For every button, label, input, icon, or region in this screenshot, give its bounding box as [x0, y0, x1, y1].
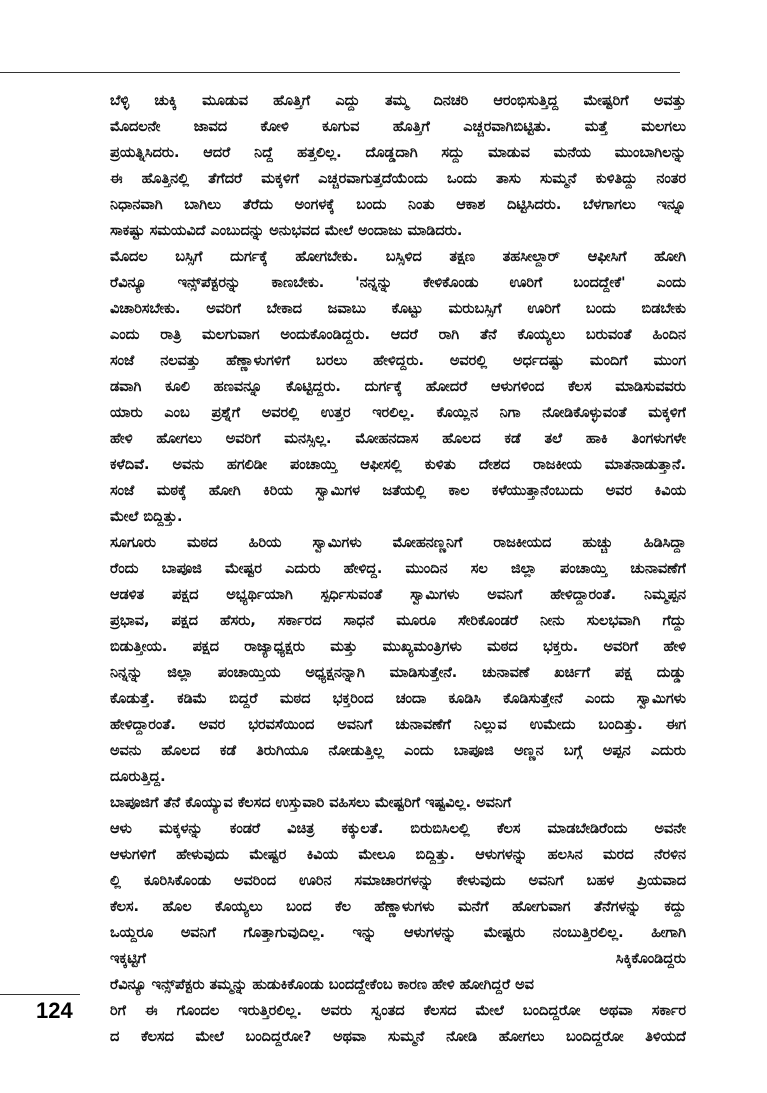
text-line: ಕೊಡುತ್ತೆ. ಕಡಿಮೆ ಬಿದ್ದರೆ ಮಠದ ಭಕ್ತರಿಂದ ಚಂದಾ ಕೂಡಿಸಿ ಕೊಡಿಸುತ್ತೇನೆ ಎಂದು ಸ್ವಾಮಿಗಳು: [110, 691, 686, 707]
text-line: ಬಾಪೂಜಿಗೆ ತೆನೆ ಕೊಯ್ಯುವ ಕೆಲಸದ ಉಸ್ತುವಾರಿ ವಹಿಸಲು ಮೇಷ್ಟರಿಗೆ ಇಷ್ಟವಿಲ್ಲ. ಅವನಿಗೆ: [110, 795, 512, 811]
text-line: ಸಂಜೆ ಮಠಕ್ಕೆ ಹೋಗಿ ಕಿರಿಯ ಸ್ವಾಮಿಗಳ ಜತೆಯಲ್ಲಿ ಕಾಲ ಕಳೆಯುತ್ತಾನೆಂಬುದು ಅವರ ಕಿವಿಯ: [110, 483, 686, 499]
text-line: ಸಾಕಷ್ಟು ಸಮಯವಿದೆ ಎಂಬುದನ್ನು ಅನುಭವದ ಮೇಲೆ ಅಂದಾಜು ಮಾಡಿದರು.: [110, 223, 463, 239]
text-line: ಡವಾಗಿ ಕೂಲಿ ಹಣವನ್ನೂ ಕೊಟ್ಟಿದ್ದರು. ದುರ್ಗಕ್ಕೆ ಹೋದರೆ ಆಳುಗಳಿಂದ ಕೆಲಸ ಮಾಡಿಸುವವರು: [110, 379, 686, 395]
text-line: ವಿಚಾರಿಸಬೇಕು. ಅವರಿಗೆ ಬೇಕಾದ ಜವಾಬು ಕೊಟ್ಟು ಮರುಬಸ್ಸಿಗೆ ಊರಿಗೆ ಬಂದು ಬಿಡಬೇಕು: [110, 301, 686, 317]
text-line: ನಿಧಾನವಾಗಿ ಬಾಗಿಲು ತೆರೆದು ಅಂಗಳಕ್ಕೆ ಬಂದು ನಿಂತು ಆಕಾಶ ದಿಟ್ಟಿಸಿದರು. ಬೆಳಗಾಗಲು ಇನ್ನೂ: [110, 197, 686, 213]
text-line: ಮೊದಲ ಬಸ್ಸಿಗೆ ದುರ್ಗಕ್ಕೆ ಹೋಗಬೇಕು. ಬಸ್ಸಿಳಿದ ತಕ್ಷಣ ತಹಸೀಲ್ದಾರ್ ಆಫೀಸಿಗೆ ಹೋಗಿ: [110, 249, 686, 265]
text-line: ದೂರುತ್ತಿದ್ದ.: [110, 769, 166, 785]
text-line: ಆಳು ಮಕ್ಕಳನ್ನು ಕಂಡರೆ ವಿಚಿತ್ರ ಕಕ್ಕುಲತೆ. ಬಿರುಬಿಸಿಲಲ್ಲಿ ಕೆಲಸ ಮಾಡಬೇಡಿರೆಂದು ಅವನೇ: [110, 821, 686, 837]
text-line: ಬಿಡುತ್ತೀಯ. ಪಕ್ಷದ ರಾಜ್ಯಾಧ್ಯಕ್ಷರು ಮತ್ತು ಮುಖ್ಯಮಂತ್ರಿಗಳು ಮಠದ ಭಕ್ತರು. ಅವರಿಗೆ ಹೇಳಿ: [110, 639, 686, 655]
text-line: ರಿಗೆ ಈ ಗೊಂದಲ ಇರುತ್ತಿರಲಿಲ್ಲ. ಅವರು ಸ್ವಂತದ ಕೆಲಸದ ಮೇಲೆ ಬಂದಿದ್ದರೋ ಅಥವಾ ಸರ್ಕಾರ: [110, 1003, 686, 1019]
text-line: ಅವನು ಹೊಲದ ಕಡೆ ತಿರುಗಿಯೂ ನೋಡುತ್ತಿಲ್ಲ ಎಂದು ಬಾಪೂಜಿ ಅಣ್ಣನ ಬಗ್ಗೆ ಅಪ್ಪನ ಎದುರು: [110, 743, 686, 759]
text-line: ರೆವಿನ್ಯೂ ಇನ್ಸ್‌ಪೆಕ್ಟರು ತಮ್ಮನ್ನು ಹುಡುಕಿಕೊಂಡು ಬಂದದ್ದೇಕೆಂಬ ಕಾರಣ ಹೇಳಿ ಹೋಗಿದ್ದರೆ ಅವ: [110, 977, 534, 993]
text-line: ಮೊದಲನೇ ಜಾವದ ಕೋಳಿ ಕೂಗುವ ಹೊತ್ತಿಗೆ ಎಚ್ಚರವಾಗಿಬಿಟ್ಟಿತು. ಮತ್ತೆ ಮಲಗಲು: [110, 119, 686, 135]
text-line: ಬೆಳ್ಳಿ ಚುಕ್ಕಿ ಮೂಡುವ ಹೊತ್ತಿಗೆ ಎದ್ದು ತಮ್ಮ ದಿನಚರಿ ಆರಂಭಿಸುತ್ತಿದ್ದ ಮೇಷ್ಟರಿಗೆ ಅವತ್ತು: [110, 93, 686, 109]
text-line: ಲ್ಲಿ ಕೂರಿಸಿಕೊಂಡು ಅವರಿಂದ ಊರಿನ ಸಮಾಚಾರಗಳನ್ನು ಕೇಳುವುದು ಅವನಿಗೆ ಬಹಳ ಪ್ರಿಯವಾದ: [110, 873, 686, 889]
text-line: ಸೂಗೂರು ಮಠದ ಹಿರಿಯ ಸ್ವಾಮಿಗಳು ಮೋಹನಣ್ಣನಿಗೆ ರಾಜಕೀಯದ ಹುಚ್ಚು ಹಿಡಿಸಿದ್ದಾ: [110, 535, 686, 551]
text-line: ಇಕ್ಕಟ್ಟಿಗೆ ಸಿಕ್ಕಿಕೊಂಡಿದ್ದರು: [110, 951, 686, 967]
page-number: 124: [36, 998, 73, 1023]
text-line: ಎಂದು ರಾತ್ರಿ ಮಲಗುವಾಗ ಅಂದುಕೊಂಡಿದ್ದರು. ಆದರೆ ರಾಗಿ ತೆನೆ ಕೊಯ್ಯಲು ಬರುವಂತೆ ಹಿಂದಿನ: [110, 327, 686, 343]
header-rule: [0, 72, 680, 73]
footer-rule: [0, 994, 80, 995]
text-line: ಈ ಹೊತ್ತಿನಲ್ಲಿ ತೆಗೆದರೆ ಮಕ್ಕಳಿಗೆ ಎಚ್ಚರವಾಗುತ್ತದೆಯೆಂದು ಒಂದು ತಾಸು ಸುಮ್ಮನೆ ಕುಳಿತಿದ್ದು ನಂತರ: [110, 171, 686, 187]
text-line: ರೆವಿನ್ಯೂ ಇನ್ಸ್‌ಪೆಕ್ಟರನ್ನು ಕಾಣಬೇಕು. 'ನನ್ನನ್ನು ಕೇಳಿಕೊಂಡು ಊರಿಗೆ ಬಂದದ್ದೇಕೆ' ಎಂದು: [110, 275, 686, 291]
text-line: ಪ್ರಯತ್ನಿಸಿದರು. ಆದರೆ ನಿದ್ದೆ ಹತ್ತಲಿಲ್ಲ. ದೊಡ್ಡದಾಗಿ ಸದ್ದು ಮಾಡುವ ಮನೆಯ ಮುಂಬಾಗಿಲನ್ನು: [110, 145, 686, 161]
text-line: ಯಾರು ಎಂಬ ಪ್ರಶ್ನೆಗೆ ಅವರಲ್ಲಿ ಉತ್ತರ ಇರಲಿಲ್ಲ. ಕೊಯ್ಲಿನ ನಿಗಾ ನೋಡಿಕೊಳ್ಳುವಂತೆ ಮಕ್ಕಳಿಗೆ: [110, 405, 686, 421]
text-line: ನಿನ್ನನ್ನು ಜಿಲ್ಲಾ ಪಂಚಾಯ್ತಿಯ ಅಧ್ಯಕ್ಷನನ್ನಾಗಿ ಮಾಡಿಸುತ್ತೇನೆ. ಚುನಾವಣೆ ಖರ್ಚಿಗೆ ಪಕ್ಷ ದುಡ್ಡು: [110, 665, 686, 681]
text-line: ಹೇಳಿ ಹೋಗಲು ಅವರಿಗೆ ಮನಸ್ಸಿಲ್ಲ. ಮೋಹನದಾಸ ಹೊಲದ ಕಡೆ ತಲೆ ಹಾಕಿ ತಿಂಗಳುಗಳೇ: [110, 431, 686, 447]
text-line: ಕಳೆದಿವೆ. ಅವನು ಹಗಲಿಡೀ ಪಂಚಾಯ್ತಿ ಆಫೀಸಲ್ಲಿ ಕುಳಿತು ದೇಶದ ರಾಜಕೀಯ ಮಾತನಾಡುತ್ತಾನೆ.: [110, 457, 686, 473]
text-line: ಪ್ರಭಾವ, ಪಕ್ಷದ ಹೆಸರು, ಸರ್ಕಾರದ ಸಾಧನೆ ಮೂರೂ ಸೇರಿಕೊಂಡರೆ ನೀನು ಸುಲಭವಾಗಿ ಗೆದ್ದು: [110, 613, 686, 629]
text-line: ಹೇಳಿದ್ದಾರಂತೆ. ಅವರ ಭರವಸೆಯಿಂದ ಅವನಿಗೆ ಚುನಾವಣೆಗೆ ನಿಲ್ಲುವ ಉಮೇದು ಬಂದಿತ್ತು. ಈಗ: [110, 717, 686, 733]
page-body-text: [110, 88, 686, 1050]
text-line: ಆಡಳಿತ ಪಕ್ಷದ ಅಭ್ಯರ್ಥಿಯಾಗಿ ಸ್ಪರ್ಧಿಸುವಂತೆ ಸ್ವಾಮಿಗಳು ಅವನಿಗೆ ಹೇಳಿದ್ದಾರಂತೆ. ನಿಮ್ಮಪ್ಪನ: [110, 587, 686, 603]
text-line: ಸಂಜೆ ನಲವತ್ತು ಹೆಣ್ಣಾಳುಗಳಿಗೆ ಬರಲು ಹೇಳಿದ್ದರು. ಅವರಲ್ಲಿ ಅರ್ಧದಷ್ಟು ಮಂದಿಗೆ ಮುಂಗ: [110, 353, 686, 369]
text-line: ಕೆಲಸ. ಹೊಲ ಕೊಯ್ಯಲು ಬಂದ ಕೆಲ ಹೆಣ್ಣಾಳುಗಳು ಮನೆಗೆ ಹೋಗುವಾಗ ತೆನೆಗಳನ್ನು ಕದ್ದು: [110, 899, 686, 915]
text-line: ದ ಕೆಲಸದ ಮೇಲೆ ಬಂದಿದ್ದರೋ? ಅಥವಾ ಸುಮ್ಮನೆ ನೋಡಿ ಹೋಗಲು ಬಂದಿದ್ದರೋ ತಿಳಿಯದೆ: [110, 1029, 686, 1045]
text-line: ಆಳುಗಳಿಗೆ ಹೇಳುವುದು ಮೇಷ್ಟರ ಕಿವಿಯ ಮೇಲೂ ಬಿದ್ದಿತ್ತು. ಆಳುಗಳನ್ನು ಹಲಸಿನ ಮರದ ನೆರಳಿನ: [110, 847, 686, 863]
text-line: ಒಯ್ದರೂ ಅವನಿಗೆ ಗೊತ್ತಾಗುವುದಿಲ್ಲ. ಇನ್ನು ಆಳುಗಳನ್ನು ಮೇಷ್ಟರು ನಂಬುತ್ತಿರಲಿಲ್ಲ. ಹೀಗಾಗಿ: [110, 925, 686, 941]
text-line: ರೆಂದು ಬಾಪೂಜಿ ಮೇಷ್ಟರ ಎದುರು ಹೇಳಿದ್ದ. ಮುಂದಿನ ಸಲ ಜಿಲ್ಲಾ ಪಂಚಾಯ್ತಿ ಚುನಾವಣೆಗೆ: [110, 561, 686, 577]
text-line: ಮೇಲೆ ಬಿದ್ದಿತ್ತು.: [110, 509, 183, 525]
